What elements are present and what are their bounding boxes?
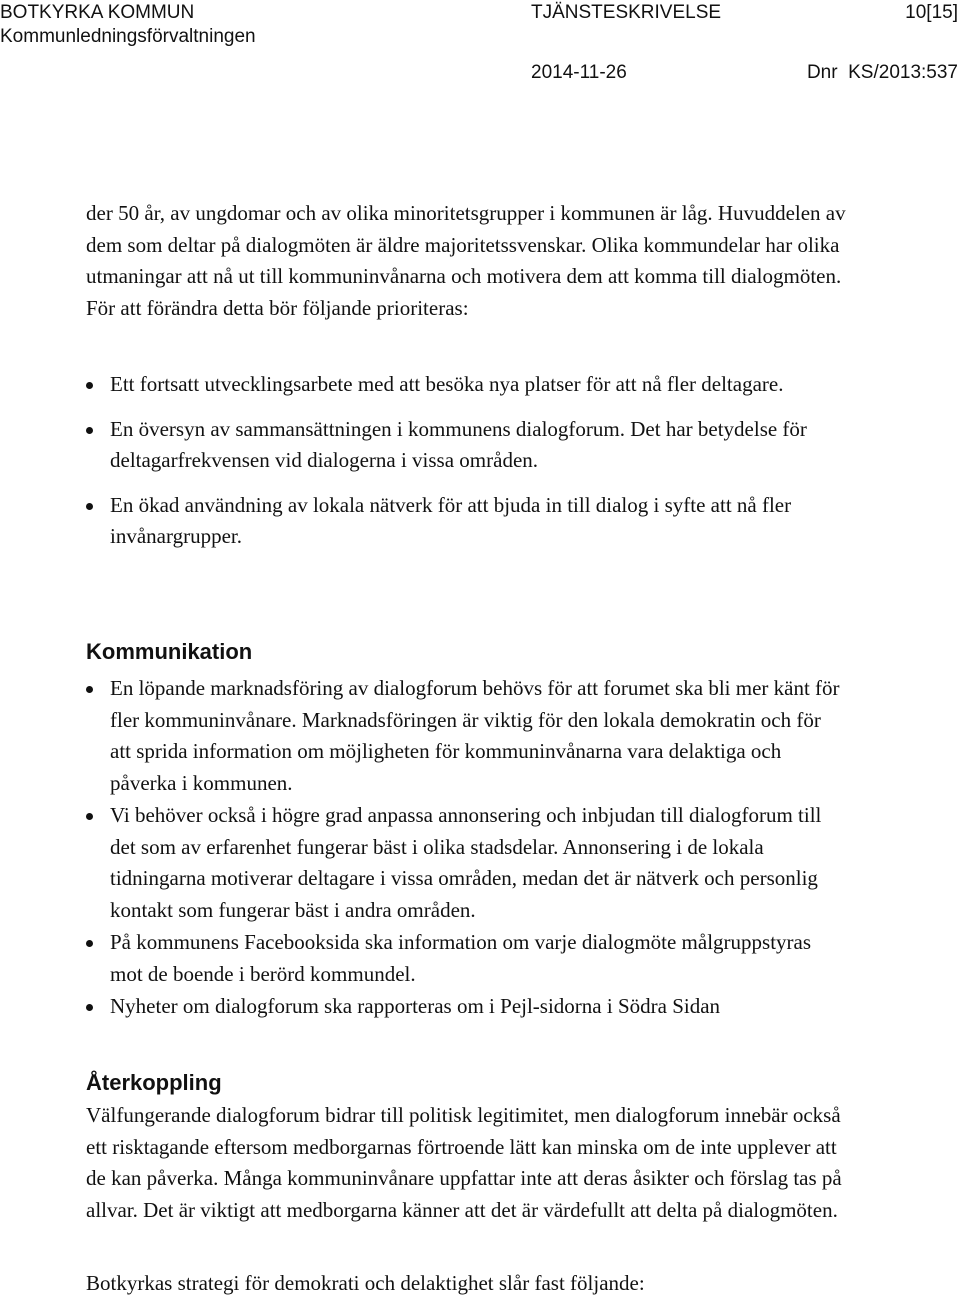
list-item-text: En översyn av sammansättningen i kommunens dialogforum. Det har betydelse för deltagarfrekvensen vid dialogerna i vissa områden. <box>110 416 807 472</box>
document-date: 2014-11-26 <box>531 62 627 83</box>
bullet-icon <box>86 503 93 510</box>
list-item <box>86 800 846 926</box>
list-item-text: En ökad användning av lokala nätverk för att bjuda in till dialog i syfte att nå fler invånargrupper. <box>110 492 792 548</box>
aterkoppling-paragraph: Välfungerande dialogforum bidrar till politisk legitimitet, men dialogforum innebär också ett risktagande eftersom medborgarnas förtroende lätt kan minska om de inte upplever att de kan påverka. Många kommuninvånare uppfattar inte att deras åsikter och förslag tas på allvar. Det är viktigt att medborgarna känner att det är värdefullt att delta på dialogmöten. <box>86 1103 842 1222</box>
bullet-icon <box>86 427 93 434</box>
department-name: Kommunledningsförvaltningen <box>0 26 256 47</box>
org-name: BOTKYRKA KOMMUN <box>0 2 195 23</box>
list-item-text: En löpande marknadsföring av dialogforum behövs för att forumet ska bli mer känt för fler kommuninvånare. Marknadsföringen är viktig för den lokala demokratin och för att sprida information om möjligheten för kommuninvånarna vara delaktiga och påverka i kommunen. <box>110 676 840 795</box>
bullet-icon <box>86 813 93 820</box>
list-item <box>86 490 846 553</box>
bullet-icon <box>86 1004 93 1011</box>
document-type: TJÄNSTESKRIVELSE <box>531 2 722 23</box>
list-item <box>86 991 846 1023</box>
intro-paragraph: der 50 år, av ungdomar och av olika minoritetsgrupper i kommunen är låg. Huvuddelen av dem som deltar på dialogmöten är äldre majoritetssvenskar. Olika kommundelar har olika utmaningar att nå ut till kommuninvånarna och motivera dem att komma till dialogmöten. För att förändra detta bör följande prioriteras: <box>86 201 846 320</box>
list-item <box>86 414 846 477</box>
list-item <box>86 369 846 401</box>
bullet-icon <box>86 940 93 947</box>
list-item-text: Ett fortsatt utvecklingsarbete med att besöka nya platser för att nå fler deltagare. <box>110 372 784 396</box>
list-item <box>86 673 846 799</box>
page-number: 10[15] <box>905 2 958 23</box>
bullet-icon <box>86 382 93 389</box>
diary-number: Dnr KS/2013:537 <box>806 62 958 83</box>
kommunikation-list <box>86 673 846 1024</box>
aterkoppling-heading: Återkoppling <box>86 1070 222 1095</box>
list-item-text: På kommunens Facebooksida ska information om varje dialogmöte målgruppstyras mot de boende i berörd kommundel. <box>110 930 812 986</box>
kommunikation-heading: Kommunikation <box>86 639 253 664</box>
priorities-list <box>86 369 846 566</box>
strategy-intro: Botkyrkas strategi för demokrati och delaktighet slår fast följande: <box>86 1271 645 1295</box>
list-item <box>86 927 846 990</box>
list-item-text: Nyheter om dialogforum ska rapporteras om i Pejl-sidorna i Södra Sidan <box>110 994 721 1018</box>
list-item-text: Vi behöver också i högre grad anpassa annonsering och inbjudan till dialogforum till det som av erfarenhet fungerar bäst i olika stadsdelar. Annonsering i de lokala tidningarna motiverar deltagare i vissa områden, medan det är nätverk och personlig kontakt som fungerar bäst i andra områden. <box>110 803 822 922</box>
bullet-icon <box>86 686 93 693</box>
